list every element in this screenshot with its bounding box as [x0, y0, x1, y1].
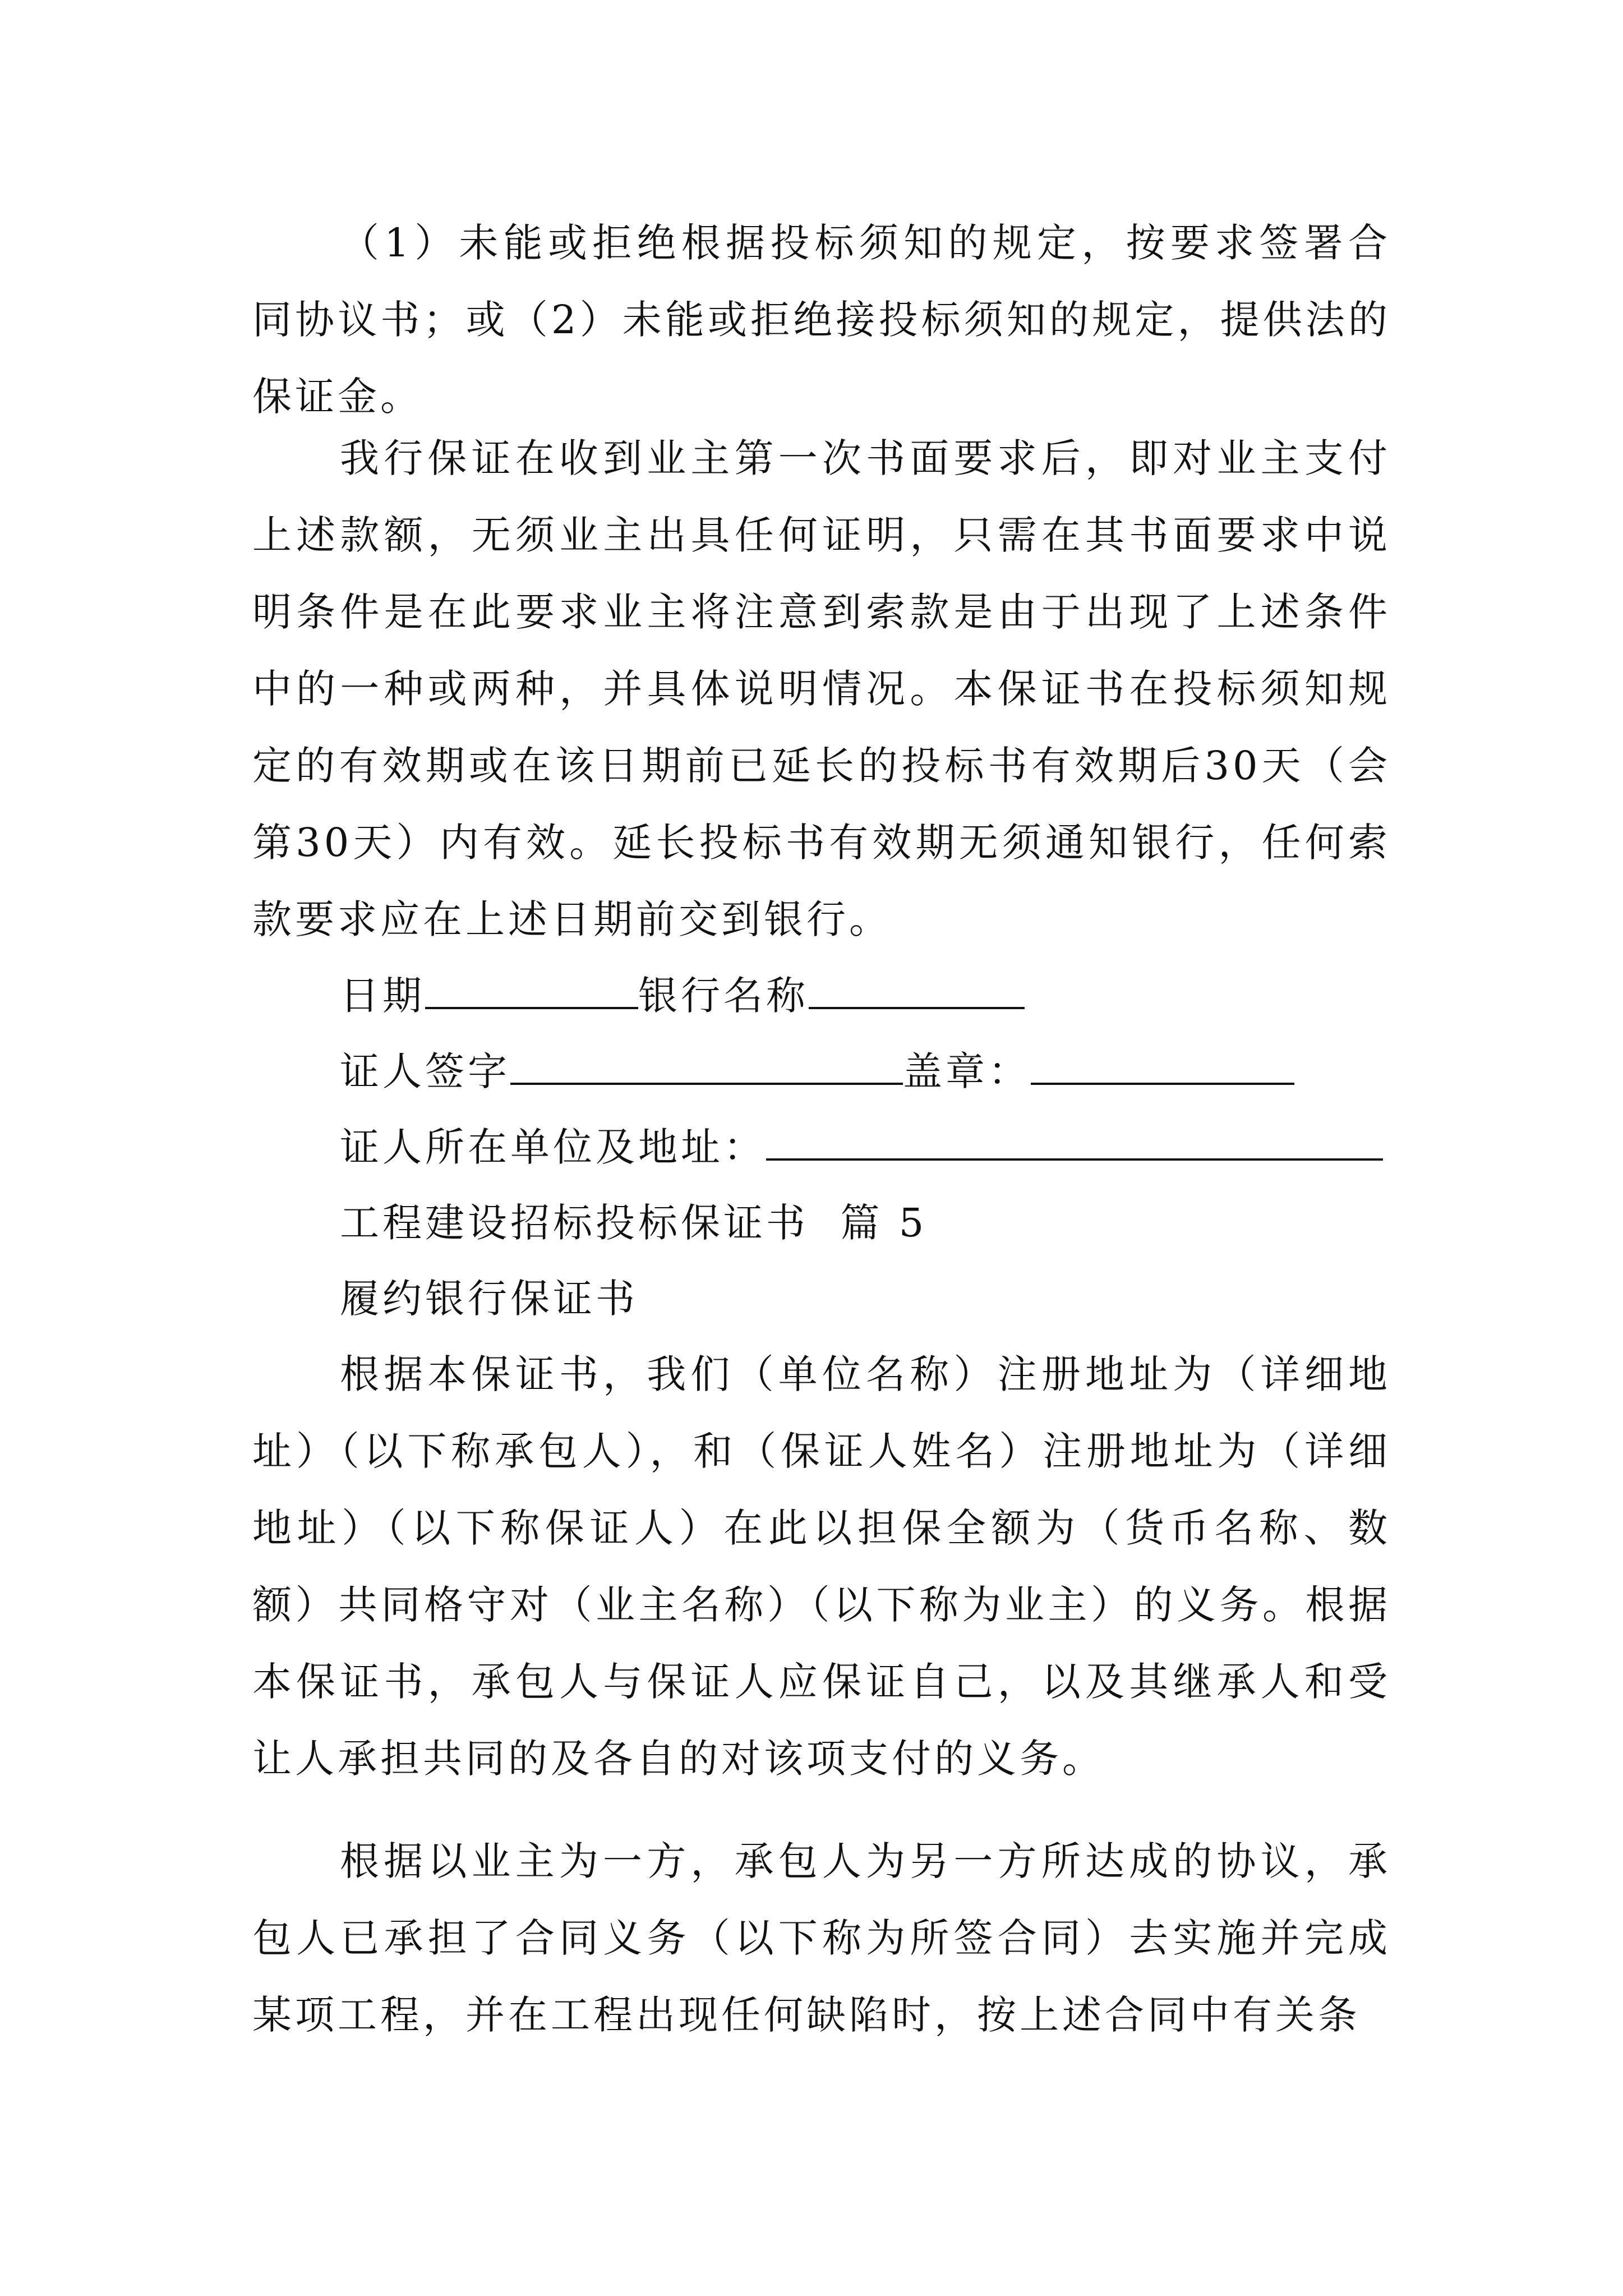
witness-signature-label: 证人签字: [340, 1048, 510, 1094]
document-subtitle: 履约银行保证书: [340, 1276, 638, 1322]
bank-name-blank: [809, 973, 1025, 1009]
witness-unit-row: [340, 1109, 1383, 1186]
paragraph-failure-conditions: （1）未能或拒绝根据投标须知的规定，按要求签署合同协议书；或（2）未能或拒绝接投标须知的规定，提供法的保证金。: [252, 220, 1391, 420]
date-blank: [425, 973, 638, 1009]
seal-label: 盖章：: [903, 1048, 1031, 1094]
seal-blank: [1031, 1049, 1294, 1085]
paragraph-bank-guarantee-terms: 我行保证在收到业主第一次书面要求后，即对业主支付上述款额，无须业主出具任何证明，只需在其书面要求中说明条件是在此要求业主将注意到索款是由于出现了上述条件中的一种或两种，并具体说明情况。本保证书在投标须知规定的有效期或在该日期前已延长的投标书有效期后30天（会第30天）内有效。延长投标书有效期无须通知银行，任何索款要求应在上述日期前交到银行。: [252, 435, 1391, 942]
witness-signature-blank: [510, 1049, 903, 1085]
paragraph-guarantee-parties: 根据本保证书，我们（单位名称）注册地址为（详细地址）（以下称承包人），和（保证人姓名）注册地址为（详细地址）（以下称保证人）在此以担保全额为（货币名称、数额）共同格守对（业主名称）（以下称为业主）的义务。根据本保证书，承包人与保证人应保证自己，以及其继承人和受让人承担共同的及各自的对该项支付的义务。: [252, 1351, 1391, 1782]
paragraph-contract-obligations: 根据以业主为一方，承包人为另一方所达成的协议，承包人已承担了合同义务（以下称为所签合同）去实施并完成某项工程，并在工程出现任何缺陷时，按上述合同中有关条: [252, 1838, 1391, 2038]
witness-unit-label: 证人所在单位及地址：: [340, 1124, 766, 1170]
date-bank-row: [340, 958, 1025, 1034]
bank-name-label: 银行名称: [638, 973, 809, 1019]
date-label: 日期: [340, 973, 425, 1019]
witness-unit-blank: [766, 1125, 1383, 1161]
section-title: 工程建设招标投标保证书 篇 5: [340, 1200, 928, 1246]
document-page: [252, 0, 1391, 2296]
witness-signature-row: [340, 1033, 1294, 1110]
